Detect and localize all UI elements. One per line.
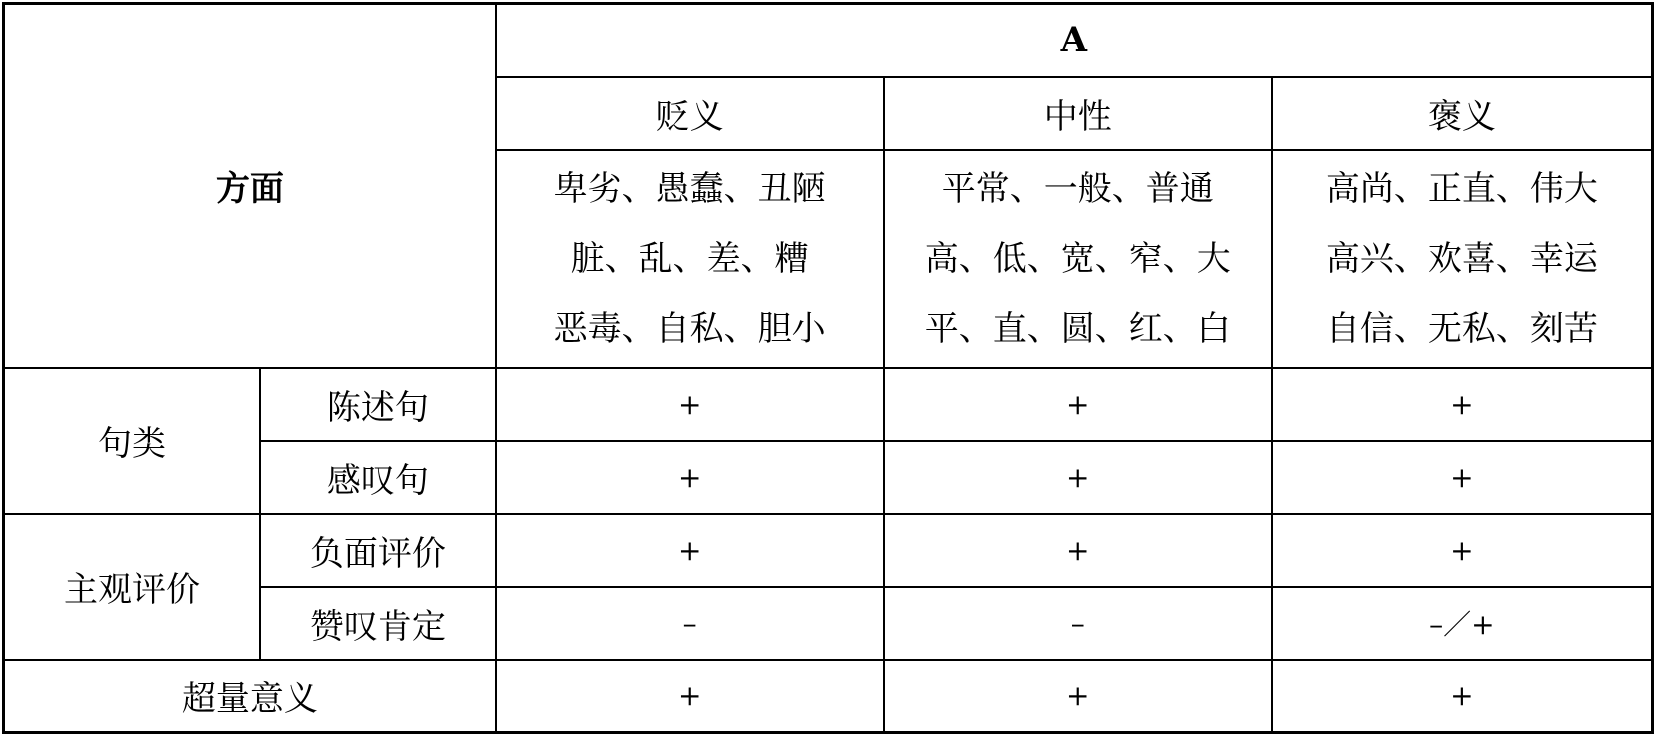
example-line: 平、直、圆、红、白 bbox=[924, 308, 1231, 349]
example-line: 脏、乱、差、糟 bbox=[570, 238, 809, 279]
table-cell: + bbox=[884, 660, 1272, 733]
column-header-derogatory: 贬义 bbox=[496, 77, 884, 150]
table-cell: + bbox=[1272, 368, 1653, 441]
comparison-table-container bbox=[2, 2, 1654, 734]
group-label-subjective-evaluation: 主观评价 bbox=[4, 514, 261, 660]
example-line: 自信、无私、刻苦 bbox=[1325, 308, 1598, 349]
examples-neutral bbox=[884, 150, 1272, 368]
table-cell: + bbox=[884, 368, 1272, 441]
row-label: 负面评价 bbox=[260, 514, 496, 587]
examples-commendatory bbox=[1272, 150, 1653, 368]
table-cell: –／+ bbox=[1272, 587, 1653, 660]
column-header-commendatory: 褒义 bbox=[1272, 77, 1653, 150]
table-cell: + bbox=[496, 514, 884, 587]
row-label: 陈述句 bbox=[260, 368, 496, 441]
group-label-sentence-type: 句类 bbox=[4, 368, 261, 514]
table-cell: – bbox=[884, 587, 1272, 660]
examples-derogatory bbox=[496, 150, 884, 368]
row-label: 赞叹肯定 bbox=[260, 587, 496, 660]
table-cell: + bbox=[496, 441, 884, 514]
row-label-excess-meaning: 超量意义 bbox=[4, 660, 496, 733]
example-line: 卑劣、愚蠢、丑陋 bbox=[553, 168, 826, 209]
table-cell: + bbox=[1272, 514, 1653, 587]
column-header-neutral: 中性 bbox=[884, 77, 1272, 150]
table-cell: + bbox=[884, 514, 1272, 587]
example-line: 恶毒、自私、胆小 bbox=[553, 308, 826, 349]
table-row bbox=[4, 514, 1653, 587]
row-label: 感叹句 bbox=[260, 441, 496, 514]
table-cell: + bbox=[884, 441, 1272, 514]
table-cell: + bbox=[496, 660, 884, 733]
example-line: 高兴、欢喜、幸运 bbox=[1325, 238, 1598, 279]
example-line: 高、低、宽、窄、大 bbox=[924, 238, 1231, 279]
table-cell: + bbox=[496, 368, 884, 441]
table-row bbox=[4, 368, 1653, 441]
group-header-a: A bbox=[496, 4, 1653, 77]
table-row bbox=[4, 660, 1653, 733]
example-line: 高尚、正直、伟大 bbox=[1325, 168, 1598, 209]
aspect-header: 方面 bbox=[4, 4, 496, 368]
example-line: 平常、一般、普通 bbox=[941, 168, 1214, 209]
table-cell: + bbox=[1272, 441, 1653, 514]
comparison-table bbox=[2, 2, 1654, 734]
table-cell: + bbox=[1272, 660, 1653, 733]
header-row-group bbox=[4, 4, 1653, 77]
table-cell: – bbox=[496, 587, 884, 660]
